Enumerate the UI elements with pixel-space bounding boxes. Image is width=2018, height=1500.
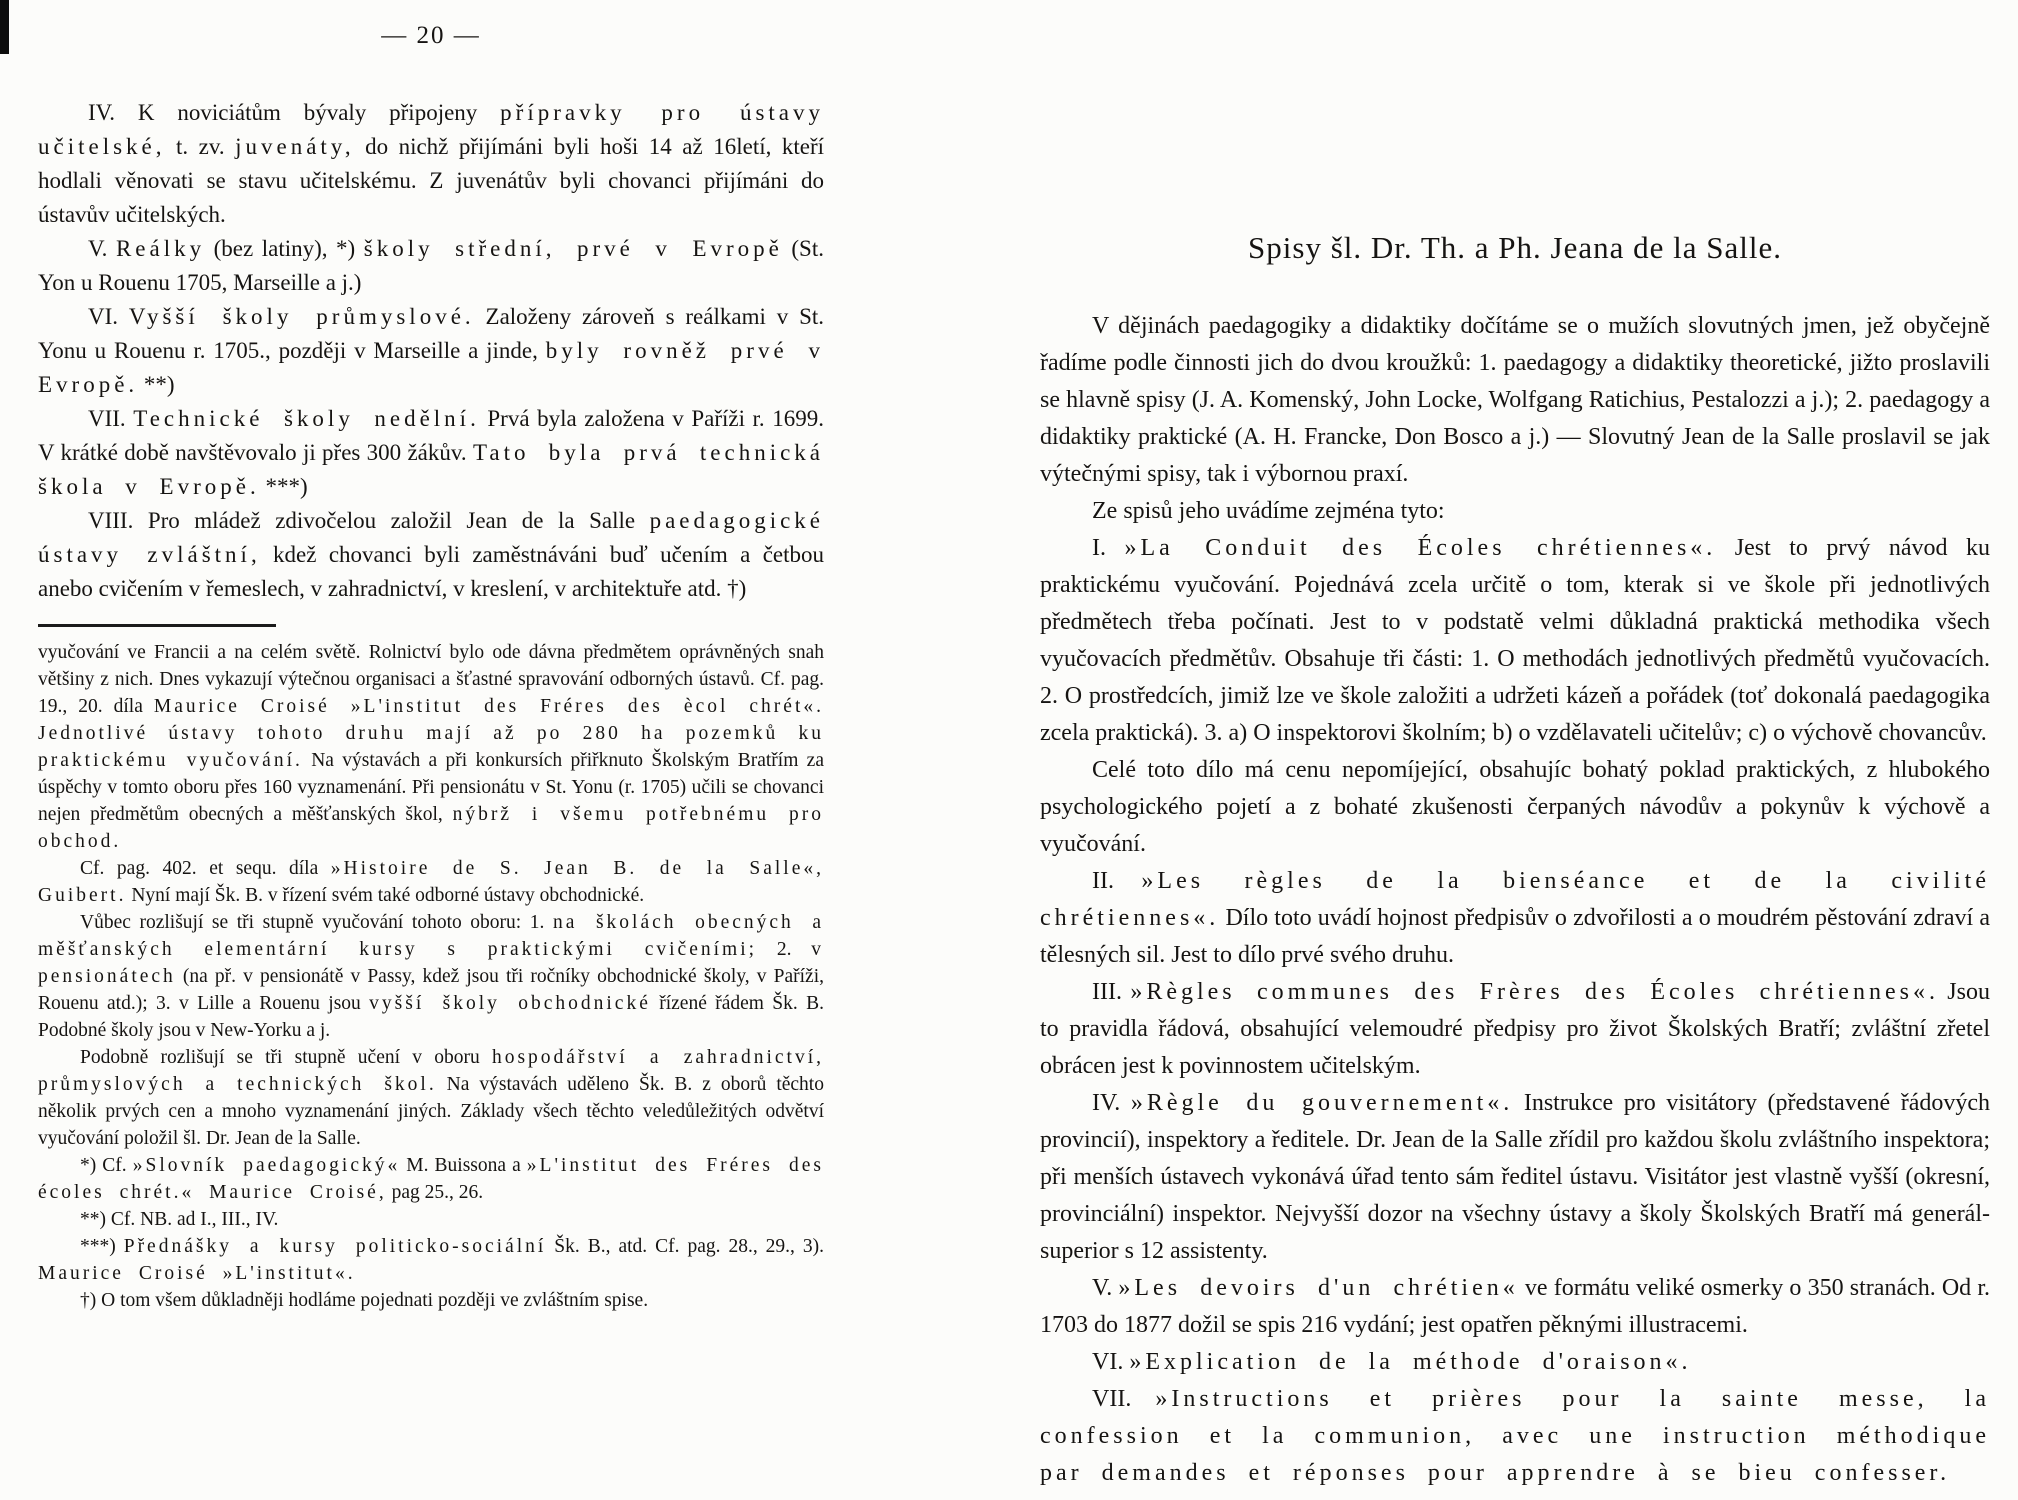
letterspaced-text-segment: »L'institut des Fréres des écoles chrét.« Maurice Croisé, [38,1155,825,1203]
letterspaced-text-segment: Vyšší školy průmyslové. [128,304,475,329]
body-paragraph [38,300,824,402]
text-segment: Prvá byla založena v Paříži r. 1699. V krátké době navštěvovalo ji přes 300 žákův. [38,406,824,465]
text-segment: (St. Yon u Rouenu 1705, Marseille a j.) [38,236,824,295]
text-segment: Podobně rozlišují se tři stupně učení v oboru [80,1047,492,1068]
letterspaced-text-segment: »Les devoirs d'un chrétien« [1118,1275,1519,1301]
letterspaced-text-segment: hospodářství a zahradnictví, průmyslových a technických škol. [38,1047,824,1095]
letterspaced-text-segment: nýbrž i všemu potřebnému pro obchod. [38,804,824,852]
text-segment: Celé toto dílo má cenu nepomíjející, obsahujíc bohatý poklad praktických, z hlubokého psychologického pojetí a z bohaté zkušenosti čerpaných návodův a pokynův k výchově a vyučování. [1040,757,1990,857]
footnote-paragraph [38,1206,824,1233]
text-segment: 2. [757,939,812,960]
letterspaced-text-segment: »La Conduit des Écoles chrétiennes«. [1124,535,1717,561]
text-segment: I. [1092,535,1125,561]
text-segment: do nichž přijímáni byli hoši 14 až 16letí, kteří hodlali věnovati se stavu učitelskému. Z juvenátův byli chovanci přijímáni do ústavův učitelských. [38,134,824,227]
text-segment: Na výstavách a při konkursích přiřknuto Školským Bratřím za úspěchy v tomto oboru přes 160 vyznamenání. Při pensionátu v St. Yonu (r. 1705) učili se chovanci nejen předmětům obecných a měšťanských škol, [38,750,824,825]
letterspaced-text-segment: »Les règles de la bienséance et de la civilité chrétiennes«. [1040,868,1991,931]
letterspaced-text-segment: v pensionátech [38,939,824,987]
scan-edge-artifact [0,0,9,54]
text-segment: vyučování ve Francii a na celém světě. Rolnictví bylo ode dávna předmětem oprávněných snah většiny z nich. Dnes vykazují výtečnou organisaci a šťastné spravování odborných ústavů. Cf. pag. 19., 20. díla [38,642,824,717]
body-paragraph [1040,1381,1990,1492]
text-segment: kdež chovanci byli zaměstnáváni buď učením a četbou anebo cvičením v řemeslech, v zahradnictví, v kreslení, v architektuře atd. †) [38,542,824,601]
letterspaced-text-segment: vyšší školy obchodnické [369,993,651,1014]
text-segment: Nyní mají Šk. B. v řízení svém také odborné ústavy obchodnické. [126,885,645,906]
page-left-footnotes [38,639,824,1314]
text-segment: VI. [1092,1349,1130,1375]
body-paragraph [1040,1344,1990,1381]
text-segment: (bez latiny), *) [205,236,364,261]
footnote-paragraph [38,639,824,855]
letterspaced-text-segment: Technické školy nedělní. [133,406,480,431]
text-segment: Na výstavách uděleno Šk. B. z oborů těchto několik prvých cen a mnoho vyznamenání jiných. Základy všech těchto veledůležitých odvětví vyučování položil šl. Dr. Jean de la Salle. [38,1074,824,1149]
text-segment: Vůbec rozlišují se tři stupně vyučování tohoto oboru: 1. [80,912,553,933]
body-paragraph [1040,493,1990,530]
text-segment: IV. [1092,1090,1131,1116]
text-segment: III. [1092,979,1131,1005]
text-segment: M. Buissona a [400,1155,527,1176]
text-segment: řízené řádem Šk. B. Podobné školy jsou v New-Yorku a j. [38,993,824,1041]
text-segment: Založeny zároveň s reálkami v St. Yonu u Rouenu r. 1705., později v Marseille a jinde, [38,304,824,363]
body-paragraph [1040,863,1990,974]
text-segment: **) [138,372,175,397]
letterspaced-text-segment: na školách obecných a měšťanských elementární kursy s praktickými cvičeními; [38,912,825,960]
body-paragraph [38,96,824,232]
body-paragraph [1040,530,1990,752]
text-segment: †) O tom všem důkladněji hodláme pojednati později ve zvláštním spise. [80,1290,649,1311]
page-right [1040,230,1990,1492]
letterspaced-text-segment: Přednášky a kursy politicko-sociální [123,1236,547,1257]
text-segment: pag 25., 26. [386,1182,484,1203]
letterspaced-text-segment: Maurice Croisé »L'institut des Fréres des ècol chrét«. [153,696,824,717]
footnote-paragraph [38,909,824,1044]
footnote-paragraph [38,1152,824,1206]
letterspaced-text-segment: byly rovněž prvé v Evropě. [38,338,824,397]
text-segment: VIII. Pro mládež zdivočelou založil Jean de la Salle [88,508,650,533]
text-segment: *) Cf. [80,1155,133,1176]
body-paragraph [1040,1270,1990,1344]
text-segment: t. zv. [165,134,236,159]
text-segment: Instrukce pro visitátory (představené řádových provincií), inspektory a ředitele. Dr. Jean de la Salle zřídil pro každou školu zvláštního inspektora; při menších ústavech vykonává úřad tento sám ředitel ústavu. Visitátor jest vlastně vyšší (okresní, provinciální) inspektor. Nejvyšší dozor na všechny ústavy a školy Školských Bratří má generál-superior s 12 assistenty. [1040,1090,1991,1264]
body-paragraph [38,232,824,300]
text-segment: Jest to prvý návod ku praktickému vyučování. Pojednává zcela určitě o tom, kterak si ve škole při jednotlivých předmětech třeba počínati. Jest to v podstatě velmi důkladná praktická methodika všech vyučovacích předmětův. Obsahuje tři části: 1. O methodách jednotlivých předmětů vyučovacích. 2. O prostředcích, jimiž lze ve škole založiti a udržeti kázeň a pořádek (toť dokonalá paedagogika zcela praktická). 3. a) O inspektorovi školním; b) o vzdělavateli učitelův; c) o výchově chovancův. [1040,535,1991,746]
text-segment: Šk. B., atd. Cf. pag. 28., 29., 3). [546,1236,825,1257]
text-segment: Ze spisů jeho uvádíme zejména tyto: [1092,498,1445,524]
body-paragraph [1040,974,1990,1085]
letterspaced-text-segment: »Règles communes des Frères des Écoles chrétiennes«. [1130,979,1939,1005]
body-paragraph [1040,752,1990,863]
text-segment: **) Cf. NB. ad I., III., IV. [80,1209,279,1230]
text-segment: ***) [259,474,308,499]
letterspaced-text-segment: juvenáty, [235,134,355,159]
letterspaced-text-segment: školy střední, prvé v Evropě [363,236,783,261]
page-left [38,22,824,1314]
body-paragraph [1040,1085,1990,1270]
text-segment: ***) [80,1236,124,1257]
text-segment: V. [88,236,116,261]
body-paragraph [38,402,824,504]
text-segment: Jsou to pravidla řádová, obsahující velemoudré předpisy pro život Školských Bratří; zvláštní zřetel obrácen jest k povinnostem učitelským. [1040,979,1990,1079]
letterspaced-text-segment: »Explication de la méthode d'oraison«. [1129,1349,1692,1375]
letterspaced-text-segment: Tato byla prvá technická škola v Evropě. [38,440,824,499]
letterspaced-text-segment: »Histoire de S. Jean B. de la Salle«, Guibert. [38,858,824,906]
footnote-paragraph [38,1044,824,1152]
text-segment: II. [1092,868,1142,894]
letterspaced-text-segment: přípravky pro ústavy učitelské, [38,100,824,159]
chapter-title: Spisy šl. Dr. Th. a Ph. Jeana de la Salle. [1248,230,1782,265]
footnote-paragraph [38,1287,824,1314]
text-segment: ve formátu veliké osmerky o 350 stranách. Od r. 1703 do 1877 dožil se spis 216 vydání; jest opatřen pěknými illustracemi. [1040,1275,1990,1338]
body-paragraph [1040,308,1990,493]
letterspaced-text-segment: Jednotlivé ústavy tohoto druhu mají až po 280 ha pozemků ku praktickému vyučování. [38,723,824,771]
letterspaced-text-segment: »Instructions et prières pour la sainte messe, la confession et la communion, avec une instruction méthodique par demandes et réponses pour apprendre à se bieu confesser. [1040,1386,1990,1486]
text-segment: V. [1092,1275,1119,1301]
letterspaced-text-segment: »Slovník paedagogický« [132,1155,401,1176]
body-paragraph [38,504,824,606]
page-left-body [38,96,824,606]
letterspaced-text-segment: »Règle du gouvernement«. [1130,1090,1514,1116]
letterspaced-text-segment: paedagogické ústavy zvláštní, [38,508,824,567]
text-segment: VII. [1092,1386,1156,1412]
footnote-separator-rule [38,624,276,627]
text-segment: VI. [88,304,129,329]
text-segment: V dějinách paedagogiky a didaktiky dočítáme se o mužích slovutných jmen, jež obyčejně řadíme podle činnosti jich do dvou kroužků: 1. paedagogy a didaktiky theoretické, jižto proslavili se hlavně spisy (J. A. Komenský, John Locke, Wolfgang Ratichius, Pestalozzi a j.); 2. paedagogy a didaktiky praktické (A. H. Francke, Don Bosco a j.) — Slovutný Jean de la Salle proslavil se jak výtečnými spisy, tak i výbornou praxí. [1040,313,1990,487]
footnote-paragraph [38,855,824,909]
text-segment: VII. [88,406,134,431]
text-segment: Cf. pag. 402. et sequ. díla [80,858,331,879]
text-segment: (na př. v pensionátě v Passy, kdež jsou tři ročníky obchodnické školy, v Paříži, Rouenu atd.); 3. v Lille a Rouenu jsou [38,966,824,1014]
text-segment: Dílo toto uvádí hojnost předpisův o zdvořilosti a o moudrém pěstování zdraví a tělesných sil. Jest to dílo prvé svého druhu. [1040,905,1990,968]
text-segment: IV. K noviciátům bývaly připojeny [88,100,501,125]
letterspaced-text-segment: Reálky [115,236,206,261]
page-number: — 20 — [381,22,481,49]
letterspaced-text-segment: Maurice Croisé »L'institut«. [38,1263,356,1284]
footnote-paragraph [38,1233,824,1287]
page-right-body [1040,308,1990,1492]
